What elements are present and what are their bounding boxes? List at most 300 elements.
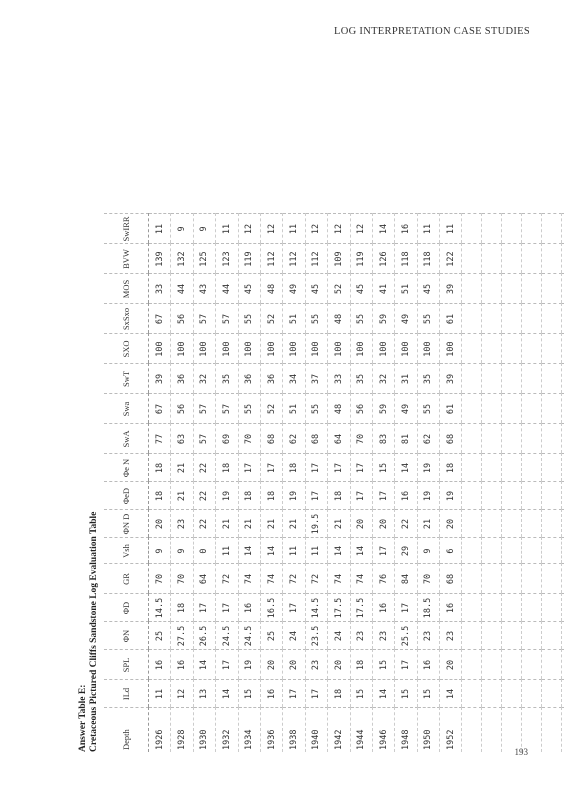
table-row — [305, 214, 327, 752]
table-cell: 1952 — [440, 708, 462, 752]
table-cell: 17 — [260, 454, 282, 482]
table-cell: 37 — [305, 364, 327, 394]
table-cell: 17 — [350, 454, 372, 482]
empty-cell — [522, 510, 542, 538]
table-cell: 15 — [350, 680, 372, 708]
table-cell: 72 — [305, 564, 327, 594]
table-cell: 74 — [238, 564, 260, 594]
table-cell: 16 — [149, 650, 171, 680]
empty-cell — [482, 538, 502, 564]
empty-cell — [462, 594, 482, 622]
table-cell: 112 — [305, 244, 327, 274]
table-cell: 44 — [171, 274, 193, 304]
table-cell: 52 — [260, 304, 282, 334]
table-cell: 74 — [328, 564, 350, 594]
table-cell: 16 — [238, 594, 260, 622]
table-cell: 36 — [171, 364, 193, 394]
table-cell: 21 — [283, 510, 305, 538]
column-header: SwIRR — [104, 214, 149, 244]
table-cell: 57 — [216, 394, 238, 424]
table-cell: 51 — [283, 394, 305, 424]
table-cell: 57 — [216, 304, 238, 334]
table-cell: 18.5 — [417, 594, 439, 622]
table-cell: 29 — [395, 538, 417, 564]
table-row — [350, 214, 372, 752]
table-cell: 0 — [193, 538, 215, 564]
column-header: SwT — [104, 364, 149, 394]
empty-cell — [482, 650, 502, 680]
empty-cell — [502, 394, 522, 424]
table-cell: 41 — [372, 274, 394, 304]
table-cell: 11 — [216, 538, 238, 564]
empty-cell — [542, 394, 562, 424]
table-cell: 17.5 — [328, 594, 350, 622]
empty-cell — [542, 304, 562, 334]
table-cell: 68 — [440, 564, 462, 594]
table-cell: 17 — [216, 650, 238, 680]
table-row — [440, 214, 462, 752]
table-cell: 9 — [171, 214, 193, 244]
table-cell: 14 — [440, 680, 462, 708]
table-cell: 12 — [238, 214, 260, 244]
table-cell: 20 — [328, 650, 350, 680]
table-caption — [78, 62, 100, 752]
table-cell: 51 — [283, 304, 305, 334]
table-row — [417, 214, 439, 752]
empty-cell — [462, 424, 482, 454]
empty-cell — [502, 622, 522, 650]
table-cell: 100 — [260, 334, 282, 364]
table-cell: 17 — [372, 538, 394, 564]
table-cell: 21 — [171, 454, 193, 482]
empty-cell — [502, 334, 522, 364]
rotated-table-block — [78, 62, 518, 752]
empty-row — [482, 214, 502, 752]
empty-cell — [502, 304, 522, 334]
table-cell: 14 — [238, 538, 260, 564]
table-cell: 45 — [417, 274, 439, 304]
table-cell: 18 — [328, 482, 350, 510]
table-cell: 19 — [417, 454, 439, 482]
empty-cell — [482, 424, 502, 454]
table-cell: 83 — [372, 424, 394, 454]
table-row — [238, 214, 260, 752]
table-cell: 1928 — [171, 708, 193, 752]
table-cell: 139 — [149, 244, 171, 274]
table-cell: 100 — [193, 334, 215, 364]
table-cell: 1936 — [260, 708, 282, 752]
table-cell: 76 — [372, 564, 394, 594]
table-cell: 119 — [238, 244, 260, 274]
empty-cell — [522, 622, 542, 650]
table-cell: 20 — [372, 510, 394, 538]
table-row — [171, 214, 193, 752]
table-cell: 14 — [372, 214, 394, 244]
table-cell: 6 — [440, 538, 462, 564]
table-cell: 48 — [260, 274, 282, 304]
table-cell: 11 — [149, 214, 171, 244]
table-cell: 36 — [260, 364, 282, 394]
table-cell: 59 — [372, 394, 394, 424]
table-cell: 14 — [260, 538, 282, 564]
table-row — [283, 214, 305, 752]
table-cell: 16 — [440, 594, 462, 622]
empty-cell — [522, 244, 542, 274]
empty-cell — [482, 510, 502, 538]
table-title: Answer Table E: — [78, 684, 88, 752]
table-cell: 16 — [417, 650, 439, 680]
table-cell: 61 — [440, 304, 462, 334]
header-row — [104, 214, 149, 752]
table-cell: 16 — [395, 214, 417, 244]
table-cell: 11 — [283, 214, 305, 244]
table-cell: 62 — [283, 424, 305, 454]
table-cell: 35 — [417, 364, 439, 394]
table-cell: 100 — [395, 334, 417, 364]
empty-cell — [502, 594, 522, 622]
table-cell: 17 — [305, 680, 327, 708]
table-cell: 49 — [395, 304, 417, 334]
table-cell: 12 — [328, 214, 350, 244]
table-cell: 25.5 — [395, 622, 417, 650]
table-cell: 17 — [216, 594, 238, 622]
table-cell: 14 — [350, 538, 372, 564]
table-cell: 57 — [193, 394, 215, 424]
table-row — [216, 214, 238, 752]
empty-cell — [522, 708, 542, 752]
table-cell: 12 — [260, 214, 282, 244]
table-cell: 18 — [149, 454, 171, 482]
table-cell: 55 — [417, 304, 439, 334]
table-cell: 17 — [283, 594, 305, 622]
table-cell: 1946 — [372, 708, 394, 752]
table-cell: 18 — [149, 482, 171, 510]
column-header: GR — [104, 564, 149, 594]
table-cell: 14 — [395, 454, 417, 482]
table-cell: 19.5 — [305, 510, 327, 538]
table-cell: 9 — [149, 538, 171, 564]
table-row — [395, 214, 417, 752]
table-cell: 22 — [395, 510, 417, 538]
table-cell: 55 — [305, 304, 327, 334]
table-cell: 68 — [440, 424, 462, 454]
table-cell: 70 — [350, 424, 372, 454]
table-cell: 39 — [440, 364, 462, 394]
empty-cell — [542, 454, 562, 482]
table-cell: 18 — [238, 482, 260, 510]
table-cell: 20 — [283, 650, 305, 680]
table-cell: 49 — [395, 394, 417, 424]
table-cell: 100 — [171, 334, 193, 364]
empty-cell — [482, 594, 502, 622]
empty-cell — [542, 482, 562, 510]
empty-cell — [482, 304, 502, 334]
empty-cell — [522, 594, 542, 622]
table-cell: 19 — [440, 482, 462, 510]
empty-cell — [462, 538, 482, 564]
empty-cell — [462, 394, 482, 424]
table-cell: 19 — [238, 650, 260, 680]
table-cell: 17 — [305, 454, 327, 482]
table-cell: 17 — [238, 454, 260, 482]
empty-cell — [542, 334, 562, 364]
table-cell: 17 — [350, 482, 372, 510]
table-cell: 18 — [328, 680, 350, 708]
table-cell: 39 — [149, 364, 171, 394]
table-cell: 32 — [193, 364, 215, 394]
column-header: Φe N — [104, 454, 149, 482]
table-cell: 100 — [372, 334, 394, 364]
table-cell: 17 — [305, 482, 327, 510]
table-cell: 11 — [149, 680, 171, 708]
empty-cell — [522, 274, 542, 304]
table-cell: 17 — [283, 680, 305, 708]
column-header: ΦN — [104, 622, 149, 650]
table-cell: 14.5 — [149, 594, 171, 622]
table-cell: 9 — [417, 538, 439, 564]
empty-cell — [522, 364, 542, 394]
table-cell: 70 — [417, 564, 439, 594]
table-cell: 21 — [171, 482, 193, 510]
table-cell: 20 — [260, 650, 282, 680]
table-row — [149, 214, 171, 752]
empty-cell — [482, 364, 502, 394]
empty-cell — [522, 680, 542, 708]
table-cell: 22 — [193, 482, 215, 510]
table-cell: 17 — [193, 594, 215, 622]
table-cell: 55 — [417, 394, 439, 424]
table-cell: 1942 — [328, 708, 350, 752]
table-cell: 100 — [283, 334, 305, 364]
empty-cell — [542, 510, 562, 538]
table-row — [260, 214, 282, 752]
table-cell: 18 — [350, 650, 372, 680]
table-cell: 12 — [171, 680, 193, 708]
table-cell: 11 — [417, 214, 439, 244]
table-cell: 63 — [171, 424, 193, 454]
empty-cell — [502, 244, 522, 274]
table-cell: 61 — [440, 394, 462, 424]
empty-row — [462, 214, 482, 752]
log-evaluation-table — [104, 213, 564, 752]
empty-cell — [462, 274, 482, 304]
empty-cell — [482, 708, 502, 752]
page-number: 193 — [514, 747, 528, 757]
empty-cell — [502, 564, 522, 594]
table-cell: 23 — [372, 622, 394, 650]
table-cell: 20 — [440, 650, 462, 680]
empty-cell — [542, 214, 562, 244]
table-cell: 123 — [216, 244, 238, 274]
empty-cell — [502, 364, 522, 394]
table-cell: 12 — [305, 214, 327, 244]
column-header: ILd — [104, 680, 149, 708]
column-header: SPL — [104, 650, 149, 680]
table-cell: 132 — [171, 244, 193, 274]
table-cell: 11 — [216, 214, 238, 244]
table-cell: 35 — [216, 364, 238, 394]
table-cell: 19 — [216, 482, 238, 510]
empty-cell — [462, 510, 482, 538]
table-cell: 17 — [328, 454, 350, 482]
empty-cell — [542, 650, 562, 680]
table-cell: 48 — [328, 394, 350, 424]
table-cell: 18 — [171, 594, 193, 622]
column-header: ΦD — [104, 594, 149, 622]
table-cell: 48 — [328, 304, 350, 334]
empty-row — [542, 214, 562, 752]
table-cell: 21 — [417, 510, 439, 538]
empty-cell — [542, 538, 562, 564]
empty-cell — [482, 334, 502, 364]
table-cell: 72 — [216, 564, 238, 594]
table-cell: 70 — [238, 424, 260, 454]
table-cell: 119 — [350, 244, 372, 274]
table-cell: 21 — [216, 510, 238, 538]
table-cell: 56 — [171, 304, 193, 334]
table-cell: 23 — [305, 650, 327, 680]
table-cell: 64 — [328, 424, 350, 454]
table-cell: 45 — [350, 274, 372, 304]
table-cell: 1932 — [216, 708, 238, 752]
table-cell: 100 — [305, 334, 327, 364]
empty-cell — [542, 364, 562, 394]
empty-cell — [502, 510, 522, 538]
table-cell: 67 — [149, 394, 171, 424]
empty-cell — [542, 274, 562, 304]
table-cell: 11 — [283, 538, 305, 564]
table-cell: 23 — [171, 510, 193, 538]
table-cell: 112 — [283, 244, 305, 274]
table-cell: 49 — [283, 274, 305, 304]
table-cell: 25 — [149, 622, 171, 650]
table-cell: 21 — [328, 510, 350, 538]
table-cell: 15 — [417, 680, 439, 708]
table-cell: 1950 — [417, 708, 439, 752]
table-cell: 22 — [193, 454, 215, 482]
table-cell: 33 — [328, 364, 350, 394]
table-cell: 55 — [305, 394, 327, 424]
table-cell: 125 — [193, 244, 215, 274]
table-cell: 17 — [372, 482, 394, 510]
table-cell: 39 — [440, 274, 462, 304]
empty-cell — [522, 334, 542, 364]
table-cell: 11 — [305, 538, 327, 564]
table-cell: 20 — [440, 510, 462, 538]
empty-cell — [522, 650, 542, 680]
table-cell: 118 — [395, 244, 417, 274]
empty-cell — [502, 708, 522, 752]
column-header: ΦeD — [104, 482, 149, 510]
table-cell: 26.5 — [193, 622, 215, 650]
table-cell: 24.5 — [238, 622, 260, 650]
table-cell: 109 — [328, 244, 350, 274]
empty-cell — [462, 244, 482, 274]
table-cell: 52 — [260, 394, 282, 424]
empty-cell — [522, 564, 542, 594]
table-cell: 100 — [440, 334, 462, 364]
table-cell: 35 — [350, 364, 372, 394]
empty-cell — [482, 394, 502, 424]
table-cell: 62 — [417, 424, 439, 454]
table-cell: 56 — [171, 394, 193, 424]
table-cell: 32 — [372, 364, 394, 394]
table-cell: 81 — [395, 424, 417, 454]
table-cell: 43 — [193, 274, 215, 304]
table-cell: 68 — [260, 424, 282, 454]
table-cell: 9 — [193, 214, 215, 244]
table-cell: 16 — [395, 482, 417, 510]
table-cell: 69 — [216, 424, 238, 454]
table-cell: 44 — [216, 274, 238, 304]
table-cell: 20 — [149, 510, 171, 538]
table-cell: 16 — [171, 650, 193, 680]
table-cell: 1938 — [283, 708, 305, 752]
table-cell: 16.5 — [260, 594, 282, 622]
table-cell: 22 — [193, 510, 215, 538]
table-row — [372, 214, 394, 752]
table-cell: 100 — [238, 334, 260, 364]
table-cell: 27.5 — [171, 622, 193, 650]
table-cell: 14 — [328, 538, 350, 564]
empty-cell — [462, 680, 482, 708]
empty-cell — [482, 564, 502, 594]
empty-cell — [462, 334, 482, 364]
column-header: SwA — [104, 424, 149, 454]
empty-cell — [462, 454, 482, 482]
table-cell: 55 — [238, 394, 260, 424]
table-cell: 1944 — [350, 708, 372, 752]
empty-cell — [542, 424, 562, 454]
table-cell: 16 — [372, 594, 394, 622]
table-cell: 74 — [260, 564, 282, 594]
table-cell: 70 — [149, 564, 171, 594]
table-cell: 23 — [417, 622, 439, 650]
empty-cell — [502, 424, 522, 454]
empty-cell — [522, 304, 542, 334]
table-cell: 72 — [283, 564, 305, 594]
empty-cell — [462, 214, 482, 244]
table-cell: 21 — [238, 510, 260, 538]
empty-cell — [462, 708, 482, 752]
column-header: Vsh — [104, 538, 149, 564]
table-cell: 77 — [149, 424, 171, 454]
table-cell: 74 — [350, 564, 372, 594]
table-cell: 55 — [238, 304, 260, 334]
table-cell: 1940 — [305, 708, 327, 752]
empty-cell — [502, 680, 522, 708]
table-cell: 1934 — [238, 708, 260, 752]
table-cell: 17 — [395, 650, 417, 680]
table-cell: 19 — [283, 482, 305, 510]
table-cell: 100 — [350, 334, 372, 364]
table-cell: 18 — [440, 454, 462, 482]
table-cell: 112 — [260, 244, 282, 274]
column-header: MOS — [104, 274, 149, 304]
table-cell: 51 — [395, 274, 417, 304]
table-cell: 17 — [395, 594, 417, 622]
empty-cell — [522, 394, 542, 424]
empty-cell — [502, 274, 522, 304]
empty-cell — [522, 454, 542, 482]
empty-cell — [542, 594, 562, 622]
table-cell: 11 — [440, 214, 462, 244]
table-cell: 15 — [372, 454, 394, 482]
empty-cell — [502, 482, 522, 510]
column-header: Depth — [104, 708, 149, 752]
empty-row — [522, 214, 542, 752]
empty-cell — [462, 564, 482, 594]
